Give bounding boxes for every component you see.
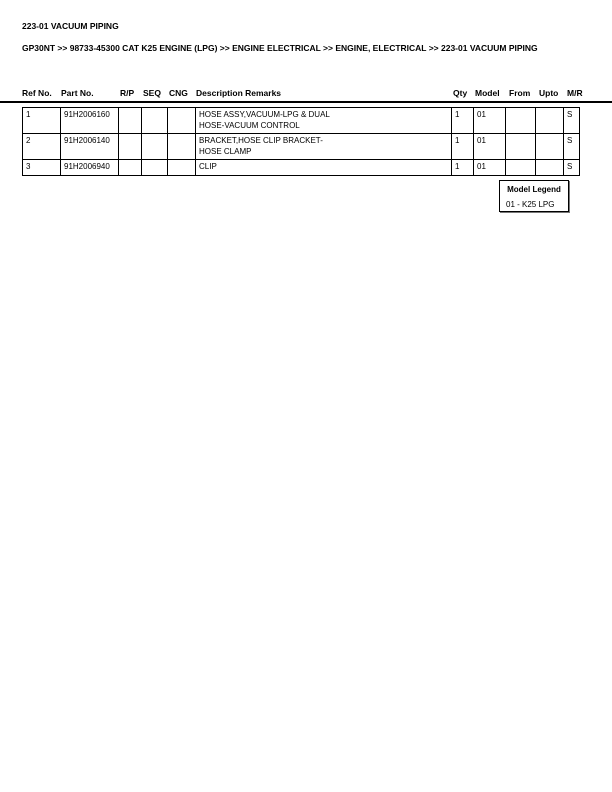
header-ref-no: Ref No. (22, 88, 52, 98)
cell-part-no: 91H2006160 (61, 108, 119, 134)
cell-mr: S (564, 108, 580, 134)
page-title: 223-01 VACUUM PIPING (22, 21, 119, 31)
cell-part-no: 91H2006140 (61, 134, 119, 160)
header-rule (0, 101, 612, 103)
cell-seq (142, 134, 168, 160)
header-description: Description Remarks (196, 88, 282, 98)
cell-ref-no: 1 (23, 108, 61, 134)
cell-qty: 1 (452, 160, 474, 176)
header-cng: CNG (169, 88, 188, 98)
header-mr: M/R (567, 88, 583, 98)
cell-upto (536, 160, 564, 176)
cell-seq (142, 160, 168, 176)
cell-qty: 1 (452, 134, 474, 160)
description-line: HOSE CLAMP (199, 146, 252, 156)
model-legend (499, 180, 569, 212)
header-qty: Qty (453, 88, 468, 98)
header-part-no: Part No. (61, 88, 94, 98)
cell-model: 01 (474, 108, 506, 134)
description-line: CLIP (199, 162, 217, 171)
header-seq: SEQ (143, 88, 161, 98)
cell-cng (168, 134, 196, 160)
cell-cng (168, 108, 196, 134)
header-from: From (509, 88, 531, 98)
table-row (23, 108, 580, 134)
cell-qty: 1 (452, 108, 474, 134)
parts-table (22, 107, 580, 176)
cell-cng (168, 160, 196, 176)
legend-title: Model Legend (507, 185, 561, 194)
cell-ref-no: 3 (23, 160, 61, 176)
cell-description (196, 108, 452, 134)
cell-model: 01 (474, 160, 506, 176)
cell-description (196, 160, 452, 176)
cell-upto (536, 134, 564, 160)
description-line: HOSE ASSY,VACUUM-LPG & DUAL (199, 110, 330, 119)
description-line: HOSE-VACUUM CONTROL (199, 120, 300, 130)
cell-ref-no: 2 (23, 134, 61, 160)
cell-from (506, 134, 536, 160)
legend-item: 01 - K25 LPG (506, 200, 555, 209)
cell-mr: S (564, 134, 580, 160)
cell-rp (119, 160, 142, 176)
cell-from (506, 108, 536, 134)
table-row (23, 160, 580, 176)
cell-rp (119, 108, 142, 134)
cell-from (506, 160, 536, 176)
cell-description (196, 134, 452, 160)
cell-part-no: 91H2006940 (61, 160, 119, 176)
cell-rp (119, 134, 142, 160)
description-line: BRACKET,HOSE CLIP BRACKET- (199, 136, 323, 145)
header-upto: Upto (539, 88, 559, 98)
header-rp: R/P (120, 88, 135, 98)
table-row (23, 134, 580, 160)
header-model: Model (475, 88, 500, 98)
cell-upto (536, 108, 564, 134)
cell-model: 01 (474, 134, 506, 160)
breadcrumb: GP30NT >> 98733-45300 CAT K25 ENGINE (LPG) >> ENGINE ELECTRICAL >> ENGINE, ELECTRICAL >> 223-01 VACUUM PIPING (22, 43, 538, 53)
cell-mr: S (564, 160, 580, 176)
cell-seq (142, 108, 168, 134)
